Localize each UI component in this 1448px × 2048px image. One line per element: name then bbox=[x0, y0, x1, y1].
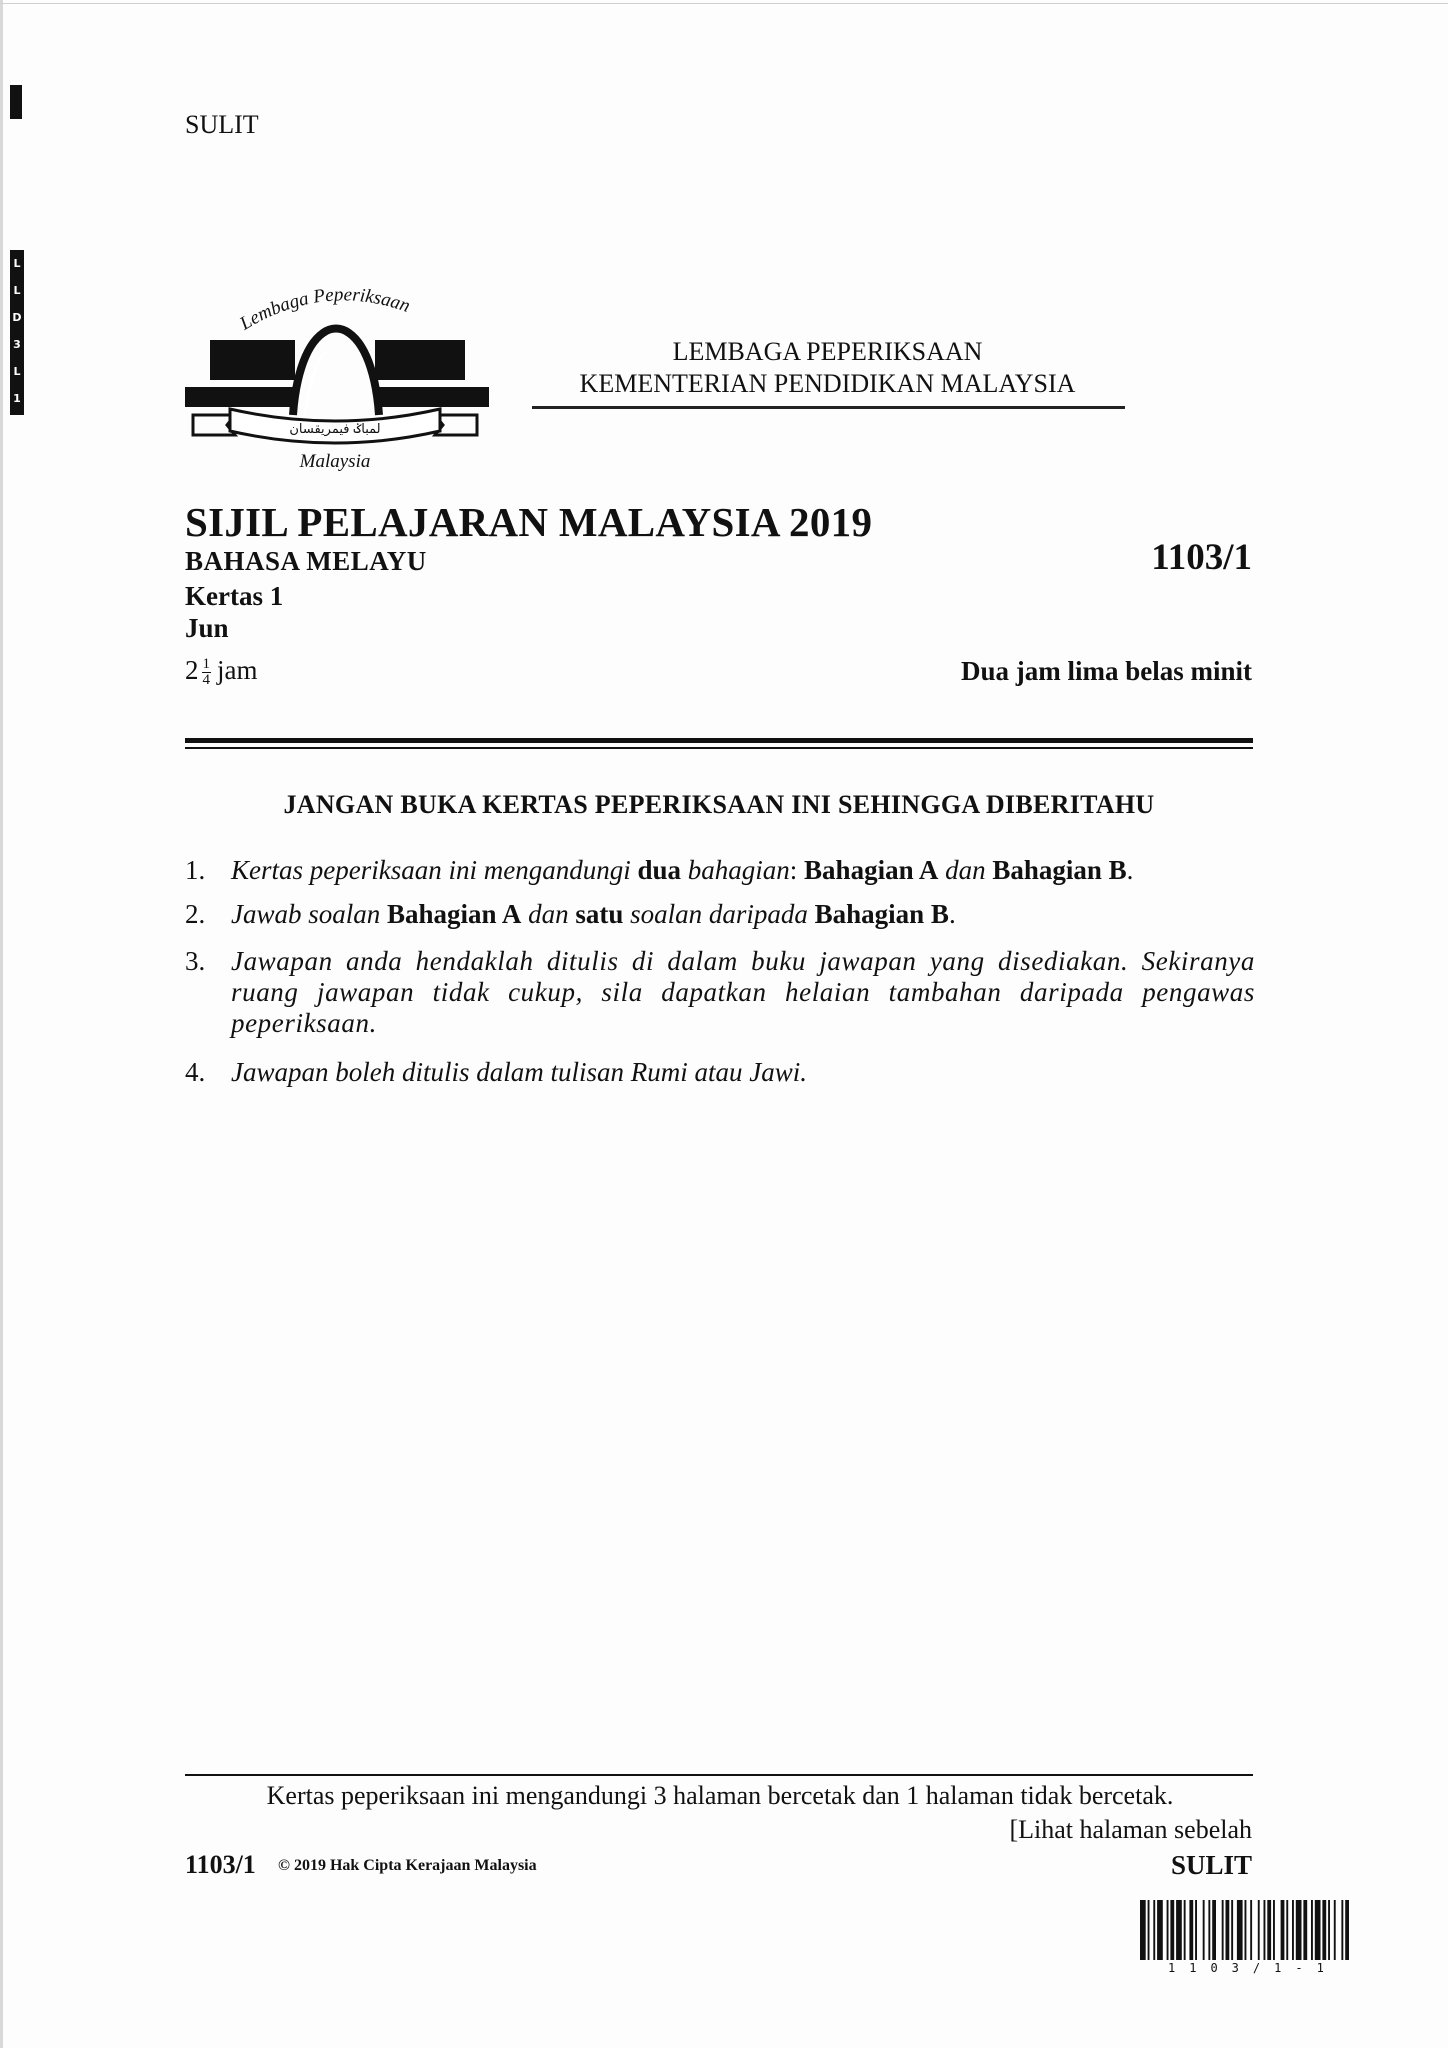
barcode-bar bbox=[1231, 1900, 1233, 1960]
barcode-bar bbox=[1148, 1900, 1150, 1960]
logo-ribbon-text: ﻟﻤﺒﺎݢ ﻓﻴﻤﺮﻳﻘﺴﺎن bbox=[289, 422, 381, 437]
copyright-notice: © 2019 Hak Cipta Kerajaan Malaysia bbox=[278, 1857, 537, 1874]
edge-tab-char: L bbox=[13, 257, 21, 270]
instruction-item bbox=[185, 855, 1255, 886]
classification-bottom: SULIT bbox=[1170, 1850, 1252, 1880]
instruction-fragment: Bahagian A bbox=[387, 899, 522, 929]
header-rule-thick bbox=[185, 738, 1253, 743]
instruction-fragment: : bbox=[789, 855, 805, 885]
barcode-bar bbox=[1212, 1900, 1216, 1960]
instruction-fragment: dan bbox=[938, 855, 993, 885]
edge-tab-char: L bbox=[13, 284, 21, 297]
barcode-bar bbox=[1322, 1900, 1326, 1960]
barcode-bar bbox=[1267, 1900, 1271, 1960]
exam-month: Jun bbox=[185, 613, 229, 643]
scan-edge-line bbox=[0, 0, 3, 2048]
subject-name: BAHASA MELAYU bbox=[185, 546, 427, 576]
edge-tab-char: D bbox=[12, 311, 22, 324]
paper-number: Kertas 1 bbox=[185, 581, 284, 611]
instruction-fragment: dan bbox=[521, 899, 576, 929]
warning-heading: JANGAN BUKA KERTAS PEPERIKSAAN INI SEHINGGA DIBERITAHU bbox=[283, 790, 1155, 819]
instruction-text bbox=[231, 946, 1255, 1039]
barcode-bar bbox=[1226, 1900, 1230, 1960]
duration-words: Dua jam lima belas minit bbox=[960, 656, 1252, 686]
footer-rule bbox=[185, 1774, 1253, 1776]
barcode-bar bbox=[1153, 1900, 1155, 1960]
duration-unit: jam bbox=[217, 655, 258, 685]
barcode-bar bbox=[1245, 1900, 1247, 1960]
instruction-item bbox=[185, 1057, 1255, 1088]
instruction-fragment: dua bbox=[637, 855, 682, 885]
instruction-text bbox=[231, 855, 1255, 886]
barcode-text: 1103/1-1 bbox=[1168, 1961, 1338, 1975]
instruction-text bbox=[231, 1057, 1255, 1088]
barcode-bar bbox=[1328, 1900, 1330, 1960]
barcode-bar bbox=[1237, 1900, 1243, 1960]
lembaga-peperiksaan-logo bbox=[175, 275, 495, 475]
duration-whole: 2 bbox=[185, 655, 199, 685]
instruction-number: 2. bbox=[185, 899, 206, 929]
logo-upper-text: Lembaga Peperiksaan bbox=[236, 284, 413, 335]
barcode-bar bbox=[1222, 1900, 1224, 1960]
barcode-bar bbox=[1264, 1900, 1266, 1960]
instruction-fragment: satu bbox=[575, 899, 624, 929]
header-rule-thin bbox=[185, 747, 1253, 749]
edge-tab-char: 1 bbox=[13, 392, 21, 405]
barcode-bar bbox=[1184, 1900, 1186, 1960]
instruction-fragment: Bahagian B bbox=[814, 899, 949, 929]
instruction-fragment: bahagian bbox=[681, 855, 790, 885]
page-count-note: Kertas peperiksaan ini mengandungi 3 halaman bercetak dan 1 halaman tidak bercetak. bbox=[266, 1781, 1174, 1810]
logo-lower-text: Malaysia bbox=[299, 451, 371, 472]
scan-top-line bbox=[0, 3, 1448, 4]
barcode-bar bbox=[1311, 1900, 1313, 1960]
barcode bbox=[1140, 1900, 1402, 1960]
barcode-bar bbox=[1315, 1900, 1321, 1960]
classification-top: SULIT bbox=[185, 110, 259, 139]
duration bbox=[185, 655, 258, 688]
instruction-number: 4. bbox=[185, 1057, 206, 1087]
barcode-bar bbox=[1296, 1900, 1302, 1960]
barcode-bar bbox=[1176, 1900, 1182, 1960]
barcode-bar bbox=[1303, 1900, 1307, 1960]
barcode-bar bbox=[1341, 1900, 1343, 1960]
instruction-item bbox=[185, 946, 1255, 1039]
board-line-1: LEMBAGA PEPERIKSAAN bbox=[672, 337, 983, 366]
instruction-fragment: Bahagian A bbox=[804, 855, 939, 885]
fraction-denominator: 4 bbox=[202, 672, 210, 689]
edge-code-tab bbox=[10, 250, 24, 415]
barcode-bar bbox=[1170, 1900, 1174, 1960]
exam-title: SIJIL PELAJARAN MALAYSIA 2019 bbox=[185, 499, 873, 545]
instruction-fragment: . bbox=[1126, 855, 1134, 885]
barcode-bar bbox=[1292, 1900, 1294, 1960]
barcode-bar bbox=[1258, 1900, 1260, 1960]
barcode-bar bbox=[1281, 1900, 1285, 1960]
barcode-bar bbox=[1189, 1900, 1193, 1960]
barcode-bar bbox=[1195, 1900, 1197, 1960]
barcode-bar bbox=[1250, 1900, 1252, 1960]
instruction-fragment: . bbox=[948, 899, 956, 929]
instruction-fragment: Jawapan anda hendaklah ditulis di dalam buku jawapan yang disediakan. Sekiranya ruang jawapan tidak cukup, sila dapatkan helaian tambahan daripada pengawas peperiksaan. bbox=[231, 946, 1255, 1038]
board-name bbox=[530, 336, 1125, 400]
edge-tab-char: 3 bbox=[13, 338, 21, 351]
instruction-item bbox=[185, 899, 1255, 930]
instruction-text bbox=[231, 899, 1255, 930]
barcode-bar bbox=[1345, 1900, 1349, 1960]
edge-registration-mark bbox=[10, 85, 22, 119]
barcode-bar bbox=[1167, 1900, 1169, 1960]
barcode-bar bbox=[1157, 1900, 1163, 1960]
instruction-fragment: Jawapan boleh ditulis dalam tulisan Rumi atau Jawi. bbox=[231, 1057, 807, 1087]
barcode-bar bbox=[1273, 1900, 1275, 1960]
instruction-fragment: Bahagian B bbox=[992, 855, 1127, 885]
barcode-bar bbox=[1140, 1900, 1146, 1960]
barcode-bar bbox=[1334, 1900, 1336, 1960]
footer-paper-code: 1103/1 bbox=[185, 1850, 256, 1879]
barcode-bar bbox=[1286, 1900, 1288, 1960]
barcode-bar bbox=[1208, 1900, 1210, 1960]
instruction-fragment: Kertas peperiksaan ini mengandungi bbox=[231, 855, 638, 885]
instruction-number: 1. bbox=[185, 855, 206, 885]
board-line-2: KEMENTERIAN PENDIDIKAN MALAYSIA bbox=[579, 369, 1076, 398]
see-next-page: [Lihat halaman sebelah bbox=[1009, 1815, 1252, 1844]
duration-fraction bbox=[202, 657, 212, 688]
instruction-number: 3. bbox=[185, 946, 206, 976]
instruction-fragment: Jawab soalan bbox=[231, 899, 388, 929]
paper-code: 1103/1 bbox=[1151, 537, 1252, 578]
board-underline bbox=[532, 406, 1125, 409]
fraction-numerator: 1 bbox=[202, 656, 210, 673]
instruction-fragment: soalan daripada bbox=[623, 899, 815, 929]
barcode-bar bbox=[1203, 1900, 1205, 1960]
edge-tab-char: L bbox=[13, 365, 21, 378]
